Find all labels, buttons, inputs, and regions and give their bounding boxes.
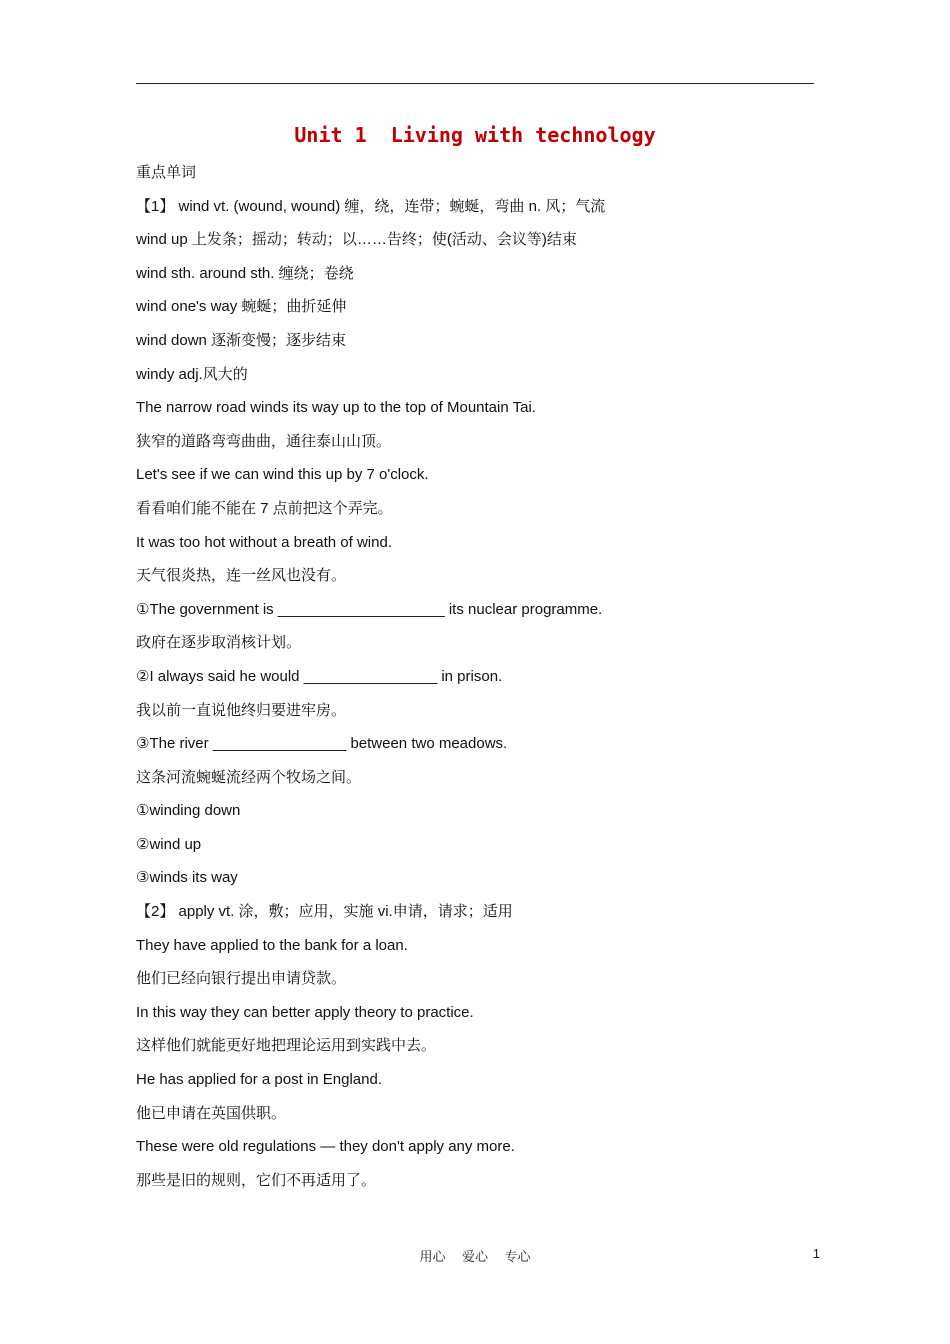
text-line: 政府在逐步取消核计划。: [136, 634, 302, 652]
text-line: 我以前一直说他终归要进牢房。: [136, 701, 347, 719]
text-line: wind one's way 蜿蜒；曲折延伸: [136, 298, 347, 316]
text-line: ②I always said he would ________________ in prison.: [136, 667, 503, 685]
text-line: 【1】 wind vt. (wound, wound) 缠，绕，连带；蜿蜒，弯曲 n. 风；气流: [136, 197, 606, 215]
page-number: 1: [812, 1246, 820, 1261]
text-line: ①The government is ____________________ its nuclear programme.: [136, 600, 603, 618]
text-line: ③winds its way: [136, 869, 238, 887]
text-line: 这条河流蜿蜒流经两个牧场之间。: [136, 768, 362, 786]
text-line: windy adj.风大的: [136, 365, 248, 383]
text-line: 重点单词: [136, 164, 197, 181]
text-line: The narrow road winds its way up to the top of Mountain Tai.: [136, 399, 536, 417]
text-line: 【2】 apply vt. 涂，敷；应用，实施 vi.申请，请求；适用: [136, 903, 513, 921]
text-line: 看看咱们能不能在 7 点前把这个弄完。: [136, 499, 393, 517]
text-line: Let's see if we can wind this up by 7 o'clock.: [136, 466, 429, 484]
text-line: 他们已经向银行提出申请贷款。: [136, 970, 347, 988]
text-line: These were old regulations — they don't apply any more.: [136, 1138, 515, 1156]
document-body: [136, 156, 816, 1197]
text-line: 狭窄的道路弯弯曲曲，通往泰山山顶。: [136, 432, 392, 450]
text-line: ①winding down: [136, 802, 241, 820]
page-footer: 用心 爱心 专心: [419, 1250, 531, 1265]
text-line: wind up 上发条；摇动；转动；以……告终；使(活动、会议等)结束: [136, 231, 577, 249]
text-line: 天气很炎热，连一丝风也没有。: [136, 567, 347, 585]
page-title: Unit 1 Living with technology: [294, 123, 656, 147]
text-line: In this way they can better apply theory to practice.: [136, 1003, 474, 1021]
text-line: 他已申请在英国供职。: [136, 1104, 287, 1122]
text-line: It was too hot without a breath of wind.: [136, 533, 392, 551]
text-line: He has applied for a post in England.: [136, 1071, 382, 1089]
header-rule: [136, 83, 814, 84]
text-line: ②wind up: [136, 835, 202, 853]
text-line: They have applied to the bank for a loan.: [136, 936, 408, 954]
text-line: ③The river ________________ between two meadows.: [136, 735, 508, 753]
text-line: 那些是旧的规则，它们不再适用了。: [136, 1171, 377, 1189]
text-line: 这样他们就能更好地把理论运用到实践中去。: [136, 1037, 437, 1055]
text-line: wind down 逐渐变慢；逐步结束: [136, 331, 347, 349]
text-line: wind sth. around sth. 缠绕；卷绕: [136, 264, 354, 282]
